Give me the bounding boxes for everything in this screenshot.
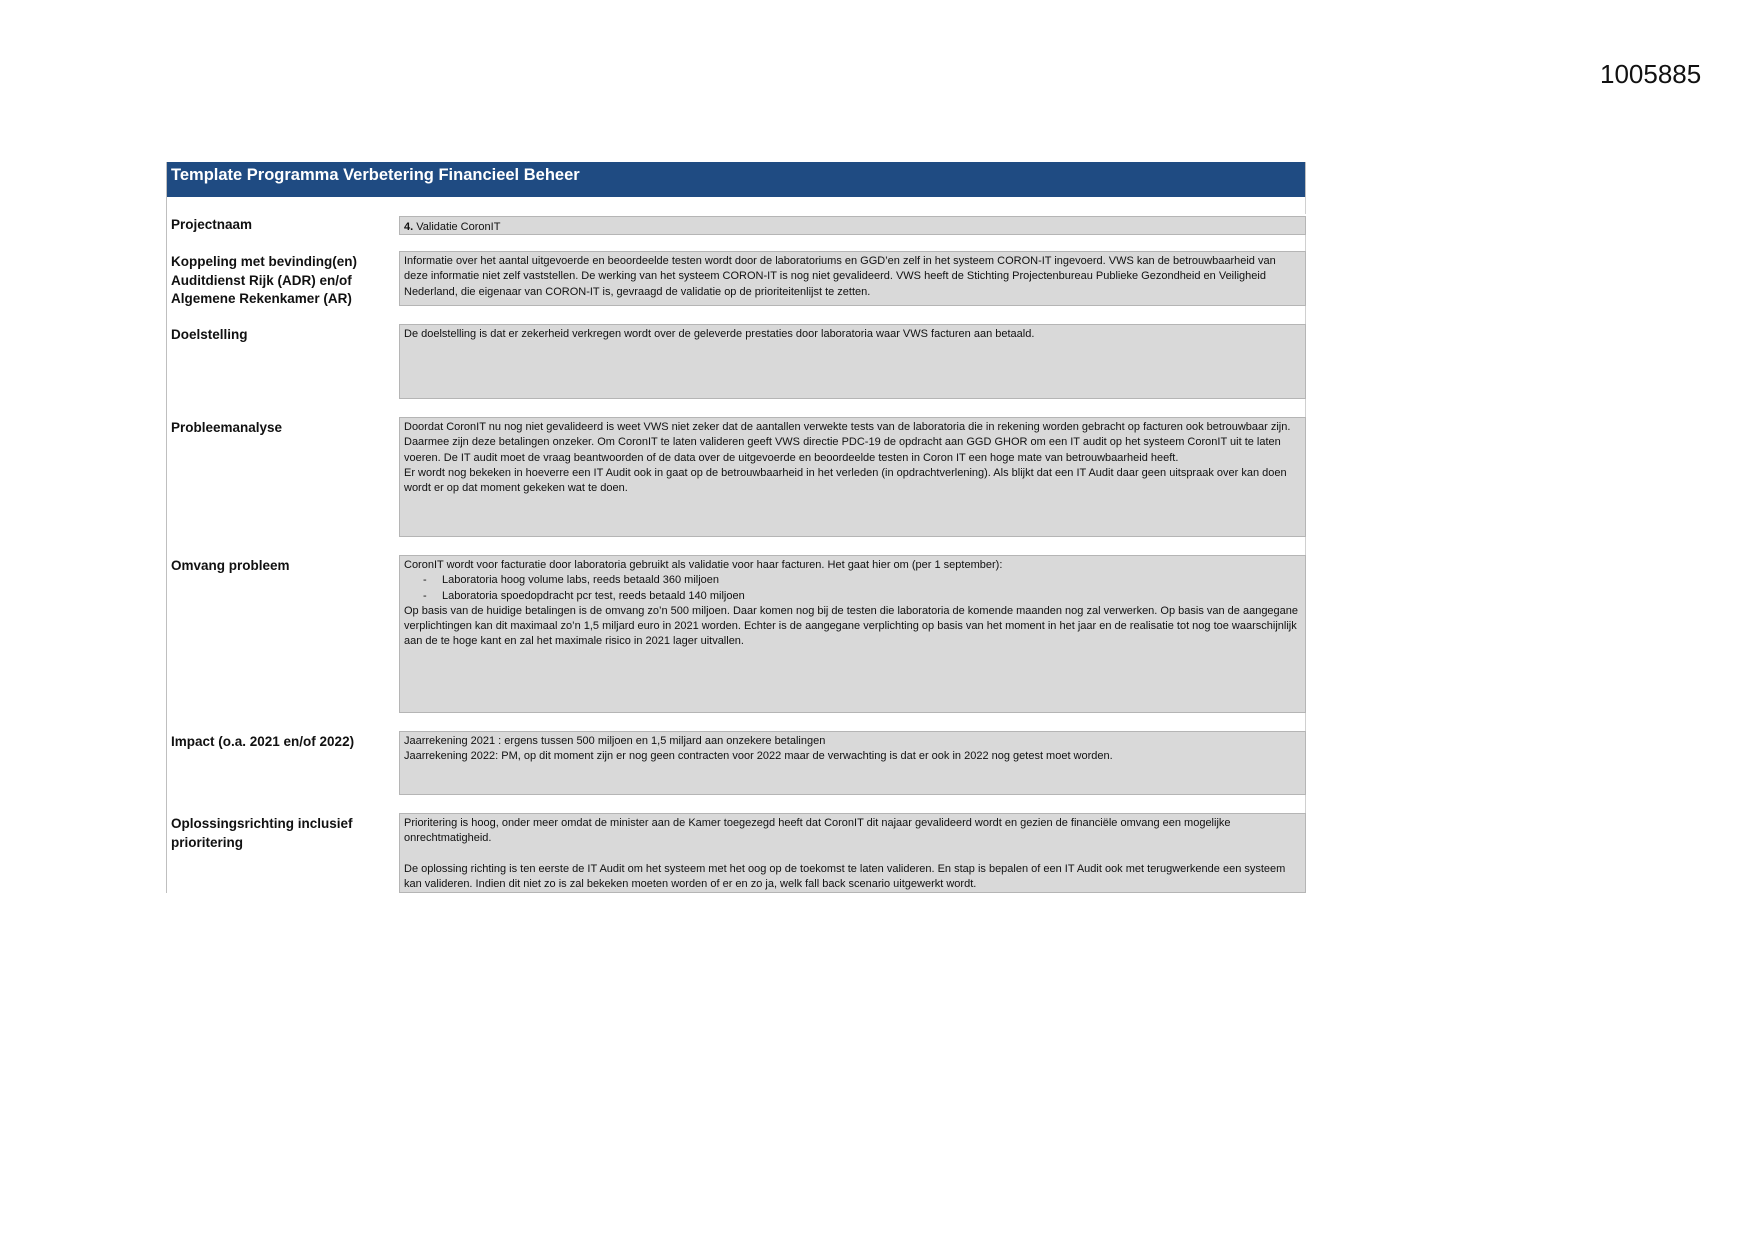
label-line: Auditdienst Rijk (ADR) en/of (171, 272, 352, 288)
value-omvang (399, 555, 1306, 713)
bullet-list (404, 573, 1301, 604)
label-line: prioritering (171, 834, 244, 850)
list-item: - Laboratoria hoog volume labs, reeds betaald 360 miljoen (404, 573, 1301, 588)
label-impact: Impact (o.a. 2021 en/of 2022) (171, 734, 355, 749)
document-number: 1005885 (1600, 59, 1702, 89)
label-line: Oplossingsrichting inclusief (171, 816, 353, 831)
paragraph: Jaarrekening 2021 : ergens tussen 500 miljoen en 1,5 miljard aan onzekere betalingen (404, 735, 826, 747)
list-item: - Laboratoria spoedopdracht pcr test, reeds betaald 140 miljoen (404, 589, 1301, 604)
template-sheet (166, 162, 1306, 893)
value-probleemanalyse (399, 417, 1306, 537)
row-projectnaam (167, 214, 1306, 233)
label-projectnaam: Projectnaam (171, 217, 253, 232)
paragraph: De oplossing richting is ten eerste de IT Audit om het systeem met het oog op de toekomst te laten valideren. En stap is bepalen of een IT Audit ook met terugwerkende een systeem kan valideren. Indien dit niet zo is zal bekeken moeten worden of er en zo ja, welk fall back scenario uitgewerkt wordt. (404, 862, 1286, 890)
value-oplossing (399, 813, 1306, 893)
paragraph: Op basis van de huidige betalingen is de omvang zo’n 500 miljoen. Daar komen nog bij de testen die laboratoria de komende maanden nog zal verwerken. Op basis van de aangegane verplichtingen kan dit maximaal zo’n 1,5 miljard euro in 2021 worden. Echter is de aangegane verplichting op basis van het moment in het jaar en de realisatie tot nog toe waarschijnlijk aan de te hoge kant en zal het maximale risico in 2021 lager uitvallen. (404, 604, 1299, 648)
sheet-title: Template Programma Verbetering Financieel Beheer (167, 162, 1306, 197)
spacer (167, 197, 1306, 214)
label-koppeling (167, 251, 399, 306)
value-projectnaam (399, 216, 1306, 235)
label-omvang: Omvang probleem (171, 558, 290, 573)
label-doelstelling: Doelstelling (171, 327, 248, 342)
paragraph: Jaarrekening 2022: PM, op dit moment zijn er nog geen contracten voor 2022 maar de verwachting is dat er ook in 2022 nog getest moet worden. (404, 750, 1113, 763)
value-koppeling: Informatie over het aantal uitgevoerde en beoordeelde testen wordt door de laboratoriums en GGD’en zelf in het systeem CORON-IT ingevoerd. VWS kan de betrouwbaarheid van deze informatie niet zelf vaststellen. De werking van het systeem CORON-IT is nog niet gevalideerd. VWS heeft de Stichting Projectenbureau Publieke Gezondheid en Veiligheid Nederland, die eigenaar van CORON-IT is, gevraagd de validatie op de prioriteitenlijst te zetten. (399, 251, 1306, 306)
paragraph: Er wordt nog bekeken in hoeverre een IT Audit ook in gaat op de betrouwbaarheid in het verleden (in opdrachtverlening). Als blijkt dat een IT Audit daar geen uitspraak over kan doen wordt er op dat moment gekeken wat te doen. (404, 466, 1287, 495)
project-name: Validatie CoronIT (416, 221, 501, 233)
row-doelstelling (167, 324, 1306, 399)
value-doelstelling: De doelstelling is dat er zekerheid verkregen wordt over de geleverde prestaties door laboratoria waar VWS facturen aan betaald. (399, 324, 1306, 399)
label-oplossing (167, 813, 399, 893)
row-koppeling (167, 251, 1306, 306)
project-number: 4. (404, 221, 414, 233)
paragraph: Doordat CoronIT nu nog niet gevalideerd is weet VWS niet zeker dat de aantallen verwekte tests van de laboratoria die in rekening worden gebracht op facturen ook betrouwbaar zijn. Daarmee zijn deze betalingen onzeker. Om CoronIT te laten valideren geeft VWS directie PDC-19 de opdracht aan GGD GHOR om een IT audit op het systeem CoronIT uit te laten voeren. De IT audit moet de vraag beantwoorden of de data over de uitgevoerde en beoordeelde testen in Coron IT een hoge mate van betrouwbaarheid heeft. (404, 421, 1291, 464)
label-probleemanalyse: Probleemanalyse (171, 420, 283, 435)
value-impact (399, 731, 1306, 795)
row-omvang (167, 555, 1306, 713)
label-line: Algemene Rekenkamer (AR) (171, 291, 352, 306)
row-probleemanalyse (167, 417, 1306, 537)
paragraph: CoronIT wordt voor facturatie door laboratoria gebruikt als validatie voor haar facturen. Het gaat hier om (per 1 september): (404, 559, 1003, 571)
paragraph: Prioritering is hoog, onder meer omdat de minister aan de Kamer toegezegd heeft dat CoronIT dit najaar gevalideerd wordt en gezien de financiële omvang een mogelijke onrechtmatigheid. (404, 817, 1231, 845)
label-line: Koppeling met bevinding(en) (171, 254, 357, 269)
row-oplossing (167, 813, 1306, 893)
row-impact (167, 731, 1306, 795)
